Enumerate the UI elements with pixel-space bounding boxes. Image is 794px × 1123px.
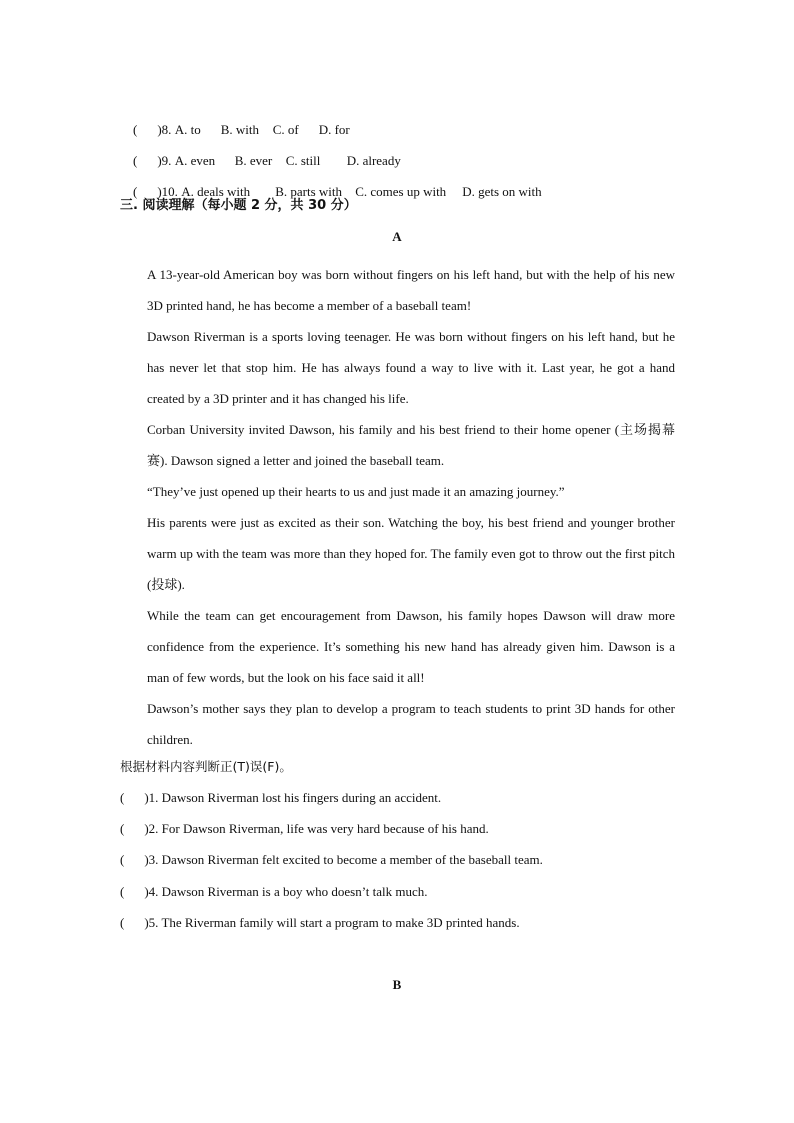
- tf-question-4: ( )4. Dawson Riverman is a boy who doesn’t talk much.: [120, 884, 428, 899]
- passage-a-body: [120, 259, 675, 755]
- paragraph: Corban University invited Dawson, his family and his best friend to their home opener (主场揭幕赛). Dawson signed a letter and joined the baseball team.: [147, 422, 675, 468]
- tf-question-5: ( )5. The Riverman family will start a program to make 3D printed hands.: [120, 915, 520, 930]
- tf-instruction: 根据材料内容判断正(T)误(F)。: [120, 759, 292, 774]
- tf-question-3: ( )3. Dawson Riverman felt excited to become a member of the baseball team.: [120, 852, 543, 867]
- section-heading: 三. 阅读理解（每小题 2 分，共 30 分）: [120, 198, 357, 213]
- paragraph: Dawson’s mother says they plan to develop a program to teach students to print 3D hands for other children.: [147, 701, 675, 747]
- passage-b-label: B: [392, 977, 402, 992]
- paragraph: His parents were just as excited as their son. Watching the boy, his best friend and younger brother warm up with the team was more than they hoped for. The family even got to throw out the first pitch (投球).: [147, 515, 675, 592]
- paragraph: A 13-year-old American boy was born without fingers on his left hand, but with the help of his new 3D printed hand, he has become a member of a baseball team!: [147, 267, 675, 313]
- paragraph: While the team can get encouragement from Dawson, his family hopes Dawson will draw more confidence from the experience. It’s something his new hand has already given him. Dawson is a man of few words, but the look on his face said it all!: [147, 608, 675, 685]
- passage-a-label: A: [392, 229, 402, 244]
- paragraph: Dawson Riverman is a sports loving teenager. He was born without fingers on his left hand, but he has never let that stop him. He has always found a way to live with it. Last year, he got a hand created by a 3D printer and it has changed his life.: [147, 329, 675, 406]
- cloze-question-10: ( )10. A. deals with B. parts with C. comes up with D. gets on with: [133, 184, 542, 199]
- paragraph: “They’ve just opened up their hearts to us and just made it an amazing journey.”: [147, 484, 565, 499]
- cloze-question-9: ( )9. A. even B. ever C. still D. already: [133, 153, 401, 168]
- cloze-question-8: ( )8. A. to B. with C. of D. for: [133, 122, 350, 137]
- tf-question-1: ( )1. Dawson Riverman lost his fingers during an accident.: [120, 790, 442, 805]
- tf-question-2: ( )2. For Dawson Riverman, life was very hard because of his hand.: [120, 821, 489, 836]
